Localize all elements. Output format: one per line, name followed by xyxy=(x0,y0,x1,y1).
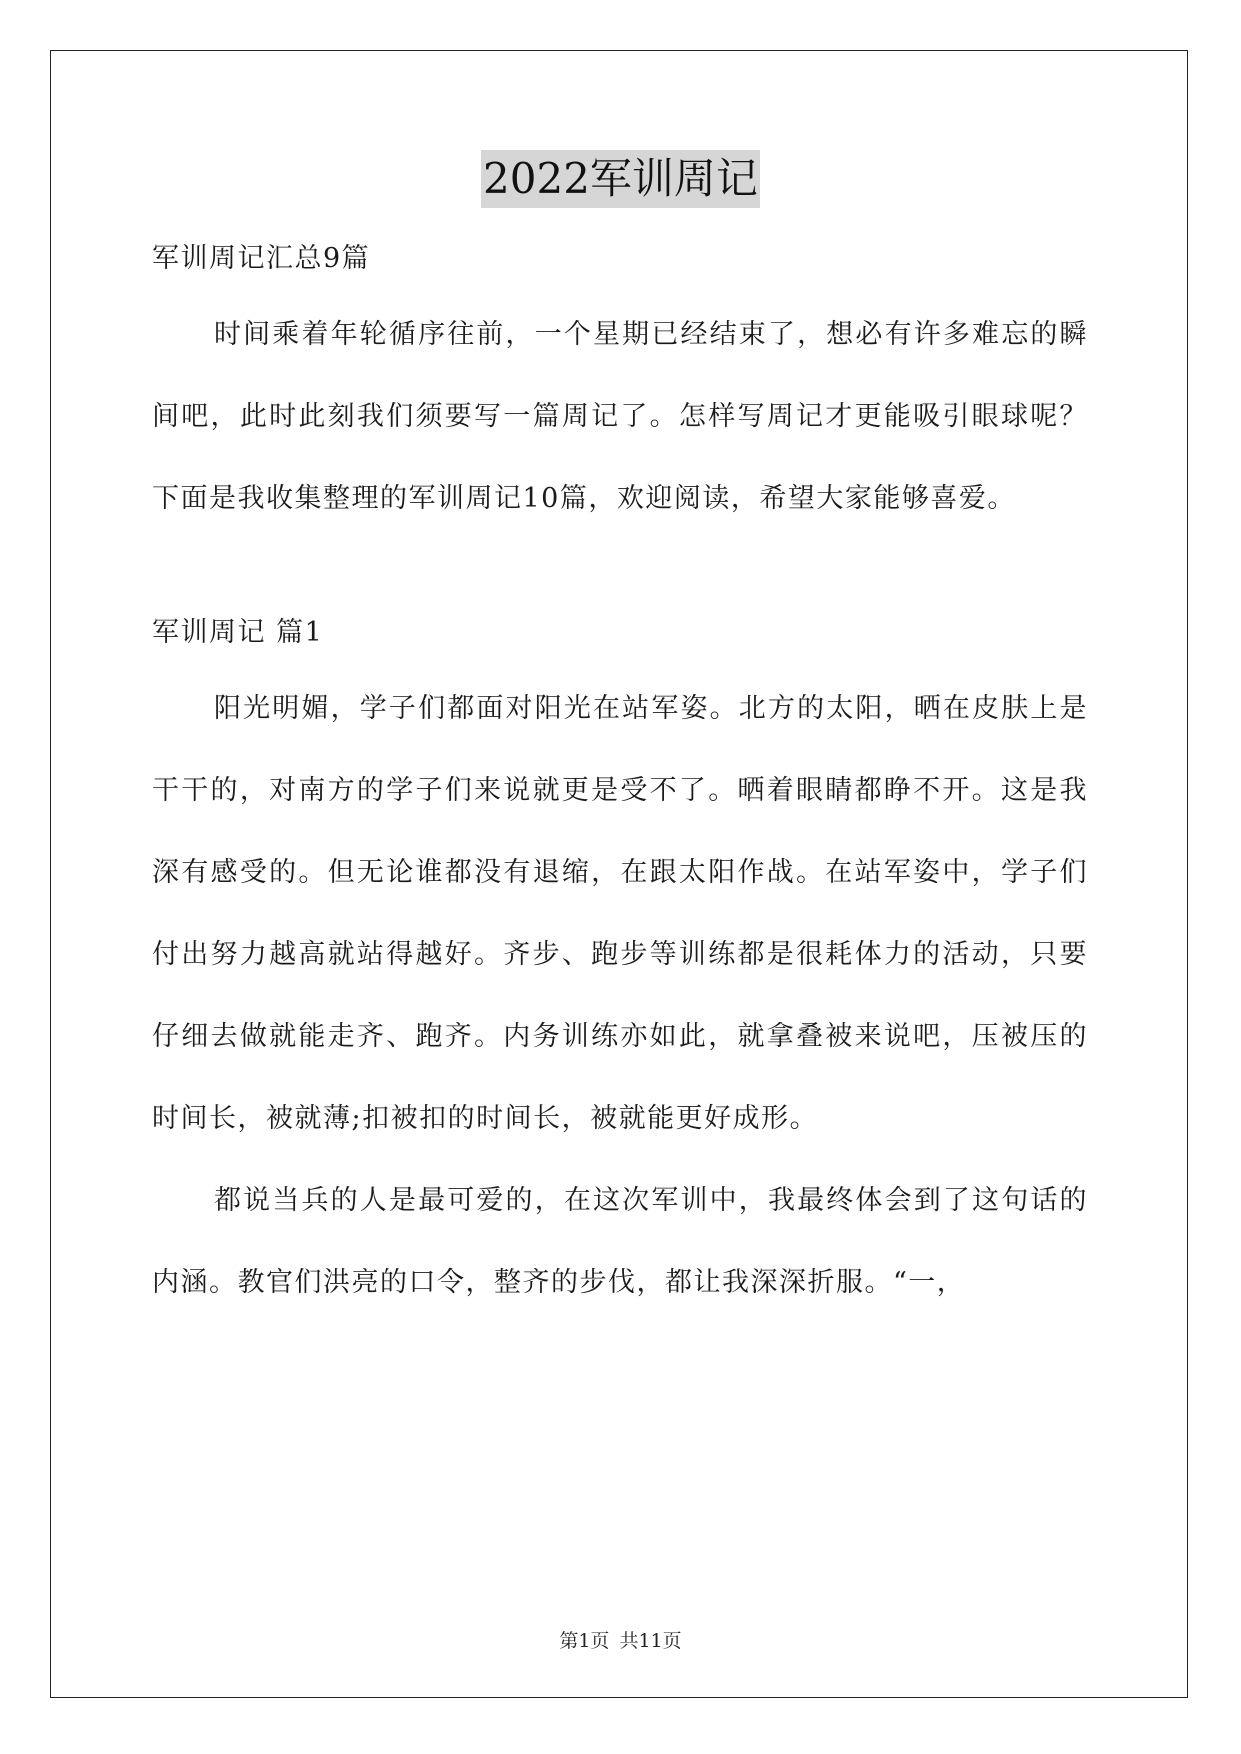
intro-heading: 军训周记汇总9篇 xyxy=(152,243,371,274)
total-pages: 共11页 xyxy=(619,1630,682,1652)
section-paragraph-1: 阳光明媚，学子们都面对阳光在站军姿。北方的太阳，晒在皮肤上是干干的，对南方的学子们来说就更是受不了。晒着眼睛都睁不开。这是我深有感受的。但无论谁都没有退缩，在跟太阳作战。在站军姿中，学子们付出努力越高就站得越好。齐步、跑步等训练都是很耗体力的活动，只要仔细去做就能走齐、跑齐。内务训练亦如此，就拿叠被来说吧，压被压的时间长，被就薄;扣被扣的时间长，被就能更好成形。 xyxy=(152,693,1088,1134)
page-footer xyxy=(0,1626,1241,1653)
title-container xyxy=(0,150,1241,208)
section-heading: 军训周记 篇1 xyxy=(152,617,324,648)
page-number: 第1页 xyxy=(559,1630,610,1652)
intro-paragraph: 时间乘着年轮循序往前，一个星期已经结束了，想必有许多难忘的瞬间吧，此时此刻我们须要写一篇周记了。怎样写周记才更能吸引眼球呢？下面是我收集整理的军训周记10篇，欢迎阅读，希望大家能够喜爱。 xyxy=(152,319,1088,514)
document-title: 2022军训周记 xyxy=(481,150,760,208)
section-paragraph-2: 都说当兵的人是最可爱的，在这次军训中，我最终体会到了这句话的内涵。教官们洪亮的口令，整齐的步伐，都让我深深折服。“一， xyxy=(152,1185,1088,1298)
document-body xyxy=(152,232,1088,1324)
